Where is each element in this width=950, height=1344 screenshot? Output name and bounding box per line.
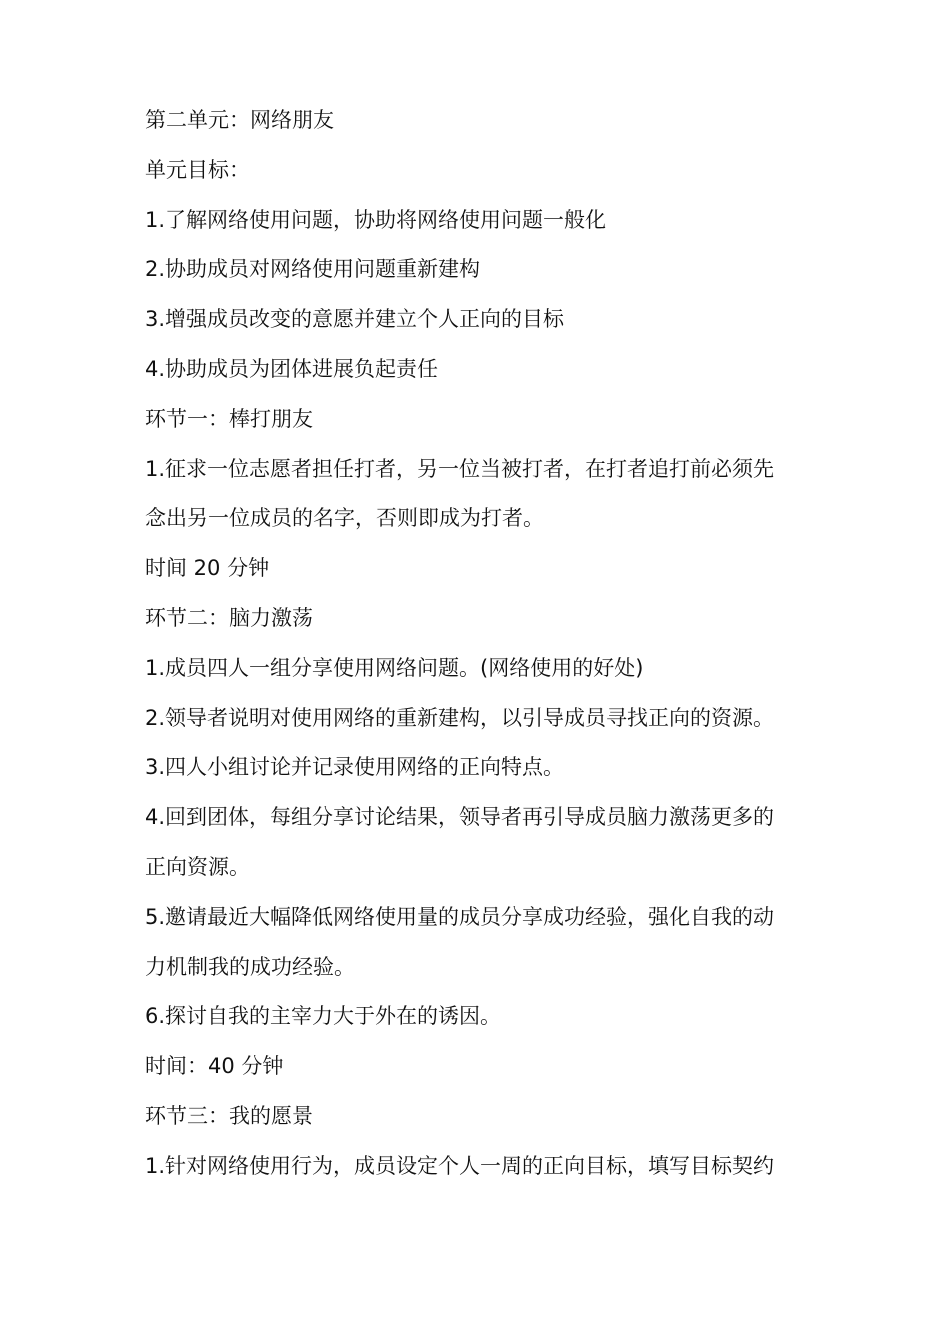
- section-1-step-1-line-1: 1.征求一位志愿者担任打者，另一位当被打者，在打者追打前必须先: [145, 456, 775, 481]
- unit-goals-heading: 单元目标：: [145, 157, 250, 182]
- section-2-step-5-line-2: 力机制我的成功经验。: [145, 954, 355, 979]
- section-2-step-6: 6.探讨自我的主宰力大于外在的诱因。: [145, 1004, 502, 1029]
- section-1-time: 时间 20 分钟: [145, 556, 270, 581]
- goal-item-1: 1.了解网络使用问题，协助将网络使用问题一般化: [145, 207, 607, 232]
- section-1-heading: 环节一：棒打朋友: [145, 406, 313, 431]
- goal-item-3: 3.增强成员改变的意愿并建立个人正向的目标: [145, 307, 565, 332]
- section-3-heading: 环节三：我的愿景: [145, 1103, 313, 1128]
- section-2-step-4-line-2: 正向资源。: [145, 854, 250, 879]
- goal-item-2: 2.协助成员对网络使用问题重新建构: [145, 257, 481, 282]
- section-2-step-2: 2.领导者说明对使用网络的重新建构，以引导成员寻找正向的资源。: [145, 705, 775, 730]
- goal-item-4: 4.协助成员为团体进展负起责任: [145, 356, 439, 381]
- section-2-heading: 环节二：脑力激荡: [145, 605, 313, 630]
- section-1-step-1-line-2: 念出另一位成员的名字，否则即成为打者。: [145, 506, 544, 531]
- section-3-step-1: 1.针对网络使用行为，成员设定个人一周的正向目标，填写目标契约: [145, 1153, 775, 1178]
- unit-title: 第二单元：网络朋友: [145, 108, 334, 132]
- section-2-step-4-line-1: 4.回到团体，每组分享讨论结果，领导者再引导成员脑力激荡更多的: [145, 805, 775, 830]
- section-2-step-5-line-1: 5.邀请最近大幅降低网络使用量的成员分享成功经验，强化自我的动: [145, 904, 775, 929]
- section-2-step-1: 1.成员四人一组分享使用网络问题。(网络使用的好处): [145, 655, 644, 680]
- document-body: [145, 96, 825, 1192]
- section-2-time: 时间：40 分钟: [145, 1054, 284, 1079]
- section-2-step-3: 3.四人小组讨论并记录使用网络的正向特点。: [145, 755, 565, 780]
